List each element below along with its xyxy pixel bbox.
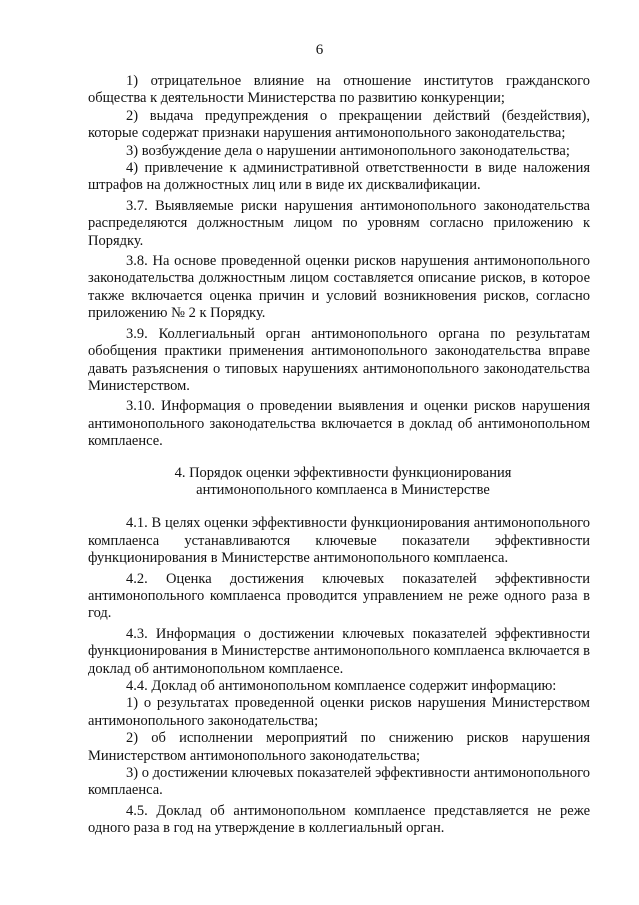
- list-item-risk-assessment: 1) о результатах проведенной оценки рисков нарушения Министерством антимонопольного законодательства;: [88, 695, 590, 729]
- paragraph-3-8: 3.8. На основе проведенной оценки рисков нарушения антимонопольного законодательства должностным лицом составляется описание рисков, в которое также включается оценка причин и условий возникновения рисков, согласно приложению № 2 к Порядку.: [88, 253, 590, 322]
- paragraph-3-10: 3.10. Информация о проведении выявления и оценки рисков нарушения антимонопольного законодательства включается в доклад об антимонопольном комплаенсе.: [88, 398, 590, 450]
- section-heading: [88, 465, 590, 500]
- section-heading-line-1: 4. Порядок оценки эффективности функционирования: [174, 464, 512, 481]
- list-item-measures: 2) об исполнении мероприятий по снижению рисков нарушения Министерством антимонопольного законодательства;: [88, 730, 590, 764]
- paragraph-4-1: 4.1. В целях оценки эффективности функционирования антимонопольного комплаенса устанавливаются ключевые показатели эффективности функционирования в Министерстве антимонопольного комплаенса.: [88, 515, 590, 567]
- paragraph-3-9: 3.9. Коллегиальный орган антимонопольного органа по результатам обобщения практики применения антимонопольного законодательства вправе давать разъяснения о типовых нарушениях антимонопольного законодательства Министерством.: [88, 325, 590, 394]
- paragraph-negative-influence: 1) отрицательное влияние на отношение институтов гражданского общества к деятельности Министерства по развитию конкуренции;: [88, 73, 590, 107]
- paragraph-4-2: 4.2. Оценка достижения ключевых показателей эффективности антимонопольного комплаенса проводится управлением не реже одного раза в год.: [88, 570, 590, 622]
- section-heading-line-2: антимонопольного комплаенса в Министерстве: [196, 481, 490, 498]
- paragraph-3-7: 3.7. Выявляемые риски нарушения антимонопольного законодательства распределяются должностным лицом по уровням согласно приложению к Порядку.: [88, 197, 590, 249]
- paragraph-case-initiation: 3) возбуждение дела о нарушении антимонопольного законодательства;: [126, 142, 570, 159]
- paragraph-4-3: 4.3. Информация о достижении ключевых показателей эффективности функционирования в Министерстве антимонопольного комплаенса включается в доклад об антимонопольном комплаенсе.: [88, 625, 590, 677]
- paragraph-administrative-liability: 4) привлечение к административной ответственности в виде наложения штрафов на должностных лиц или в виде их дисквалификации.: [88, 160, 590, 194]
- page-number: 6: [315, 42, 324, 58]
- paragraph-4-4: 4.4. Доклад об антимонопольном комплаенсе содержит информацию:: [126, 678, 557, 694]
- paragraph-4-5: 4.5. Доклад об антимонопольном комплаенсе представляется не реже одного раза в год на утверждение в коллегиальный орган.: [88, 802, 590, 837]
- document-body: [88, 73, 590, 838]
- paragraph-warning-issuance: 2) выдача предупреждения о прекращении действий (бездействия), которые содержат признаки нарушения антимонопольного законодательства;: [88, 107, 590, 142]
- list-item-kpi: 3) о достижении ключевых показателей эффективности антимонопольного комплаенса.: [88, 765, 590, 799]
